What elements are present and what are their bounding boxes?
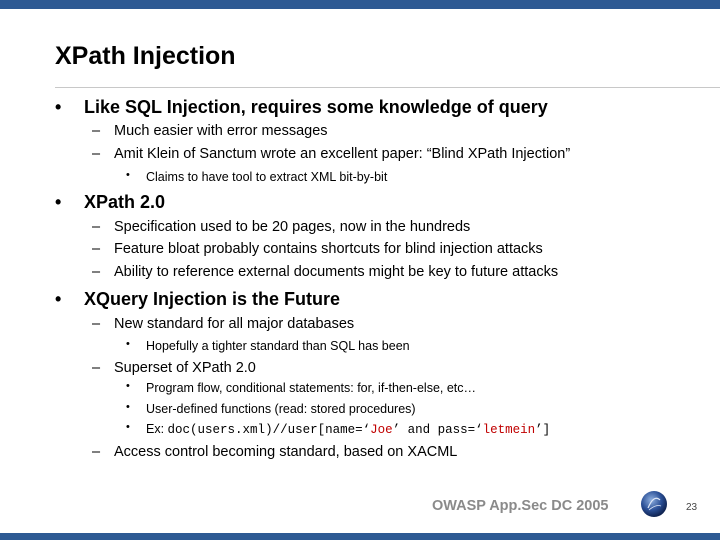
owasp-logo-icon [640, 490, 668, 518]
dash-marker: – [92, 264, 101, 280]
code-value-letmein: letmein [482, 423, 536, 437]
sub-sub-bullet-text: User-defined functions (read: stored procedures) [146, 402, 416, 416]
sub-bullet-text: Amit Klein of Sanctum wrote an excellent paper: “Blind XPath Injection” [114, 146, 571, 162]
bottom-accent-bar [0, 533, 720, 540]
top-accent-bar [0, 0, 720, 9]
code-example [146, 422, 550, 437]
sub-sub-bullet-text: Hopefully a tighter standard than SQL has been [146, 339, 410, 353]
code-value-joe: Joe [370, 423, 393, 437]
bullet-marker: • [55, 192, 62, 212]
sub-bullet-text: Superset of XPath 2.0 [114, 360, 256, 376]
code-segment: ’] [535, 423, 551, 437]
sub-bullet-text: Much easier with error messages [114, 123, 328, 139]
sub-bullet-text: New standard for all major databases [114, 316, 355, 332]
code-prefix: Ex: [146, 422, 168, 436]
dash-marker: – [92, 316, 101, 332]
sub-bullet-text: Access control becoming standard, based on XACML [114, 444, 458, 460]
bullet-text: Like SQL Injection, requires some knowledge of query [84, 97, 548, 117]
bullet-text: XPath 2.0 [84, 192, 166, 212]
dash-marker: – [92, 444, 101, 460]
slide-title: XPath Injection [55, 42, 236, 70]
dash-marker: – [92, 219, 101, 235]
bullet-marker: • [55, 97, 62, 117]
sub-sub-bullet-text: Claims to have tool to extract XML bit-by-bit [146, 170, 388, 184]
bullet-marker: • [126, 338, 130, 350]
dash-marker: – [92, 146, 101, 162]
dash-marker: – [92, 123, 101, 139]
code-segment: doc(users.xml)//user[name=‘ [167, 423, 371, 437]
dash-marker: – [92, 241, 101, 257]
bullet-marker: • [126, 380, 130, 392]
sub-bullet-text: Ability to reference external documents might be key to future attacks [114, 264, 559, 280]
page-number: 23 [686, 502, 698, 513]
bullet-marker: • [126, 401, 130, 413]
bullet-text: XQuery Injection is the Future [84, 289, 341, 309]
sub-bullet-text: Specification used to be 20 pages, now in the hundreds [114, 219, 471, 235]
bullet-marker: • [126, 421, 130, 433]
sub-sub-bullet-text: Program flow, conditional statements: for, if-then-else, etc… [146, 381, 477, 395]
title-divider [55, 87, 720, 88]
footer-conference-text: OWASP App.Sec DC 2005 [432, 498, 609, 514]
bullet-marker: • [55, 289, 62, 309]
dash-marker: – [92, 360, 101, 376]
code-segment: ’ and pass=‘ [392, 423, 483, 437]
bullet-marker: • [126, 169, 130, 181]
sub-bullet-text: Feature bloat probably contains shortcuts for blind injection attacks [114, 241, 543, 257]
